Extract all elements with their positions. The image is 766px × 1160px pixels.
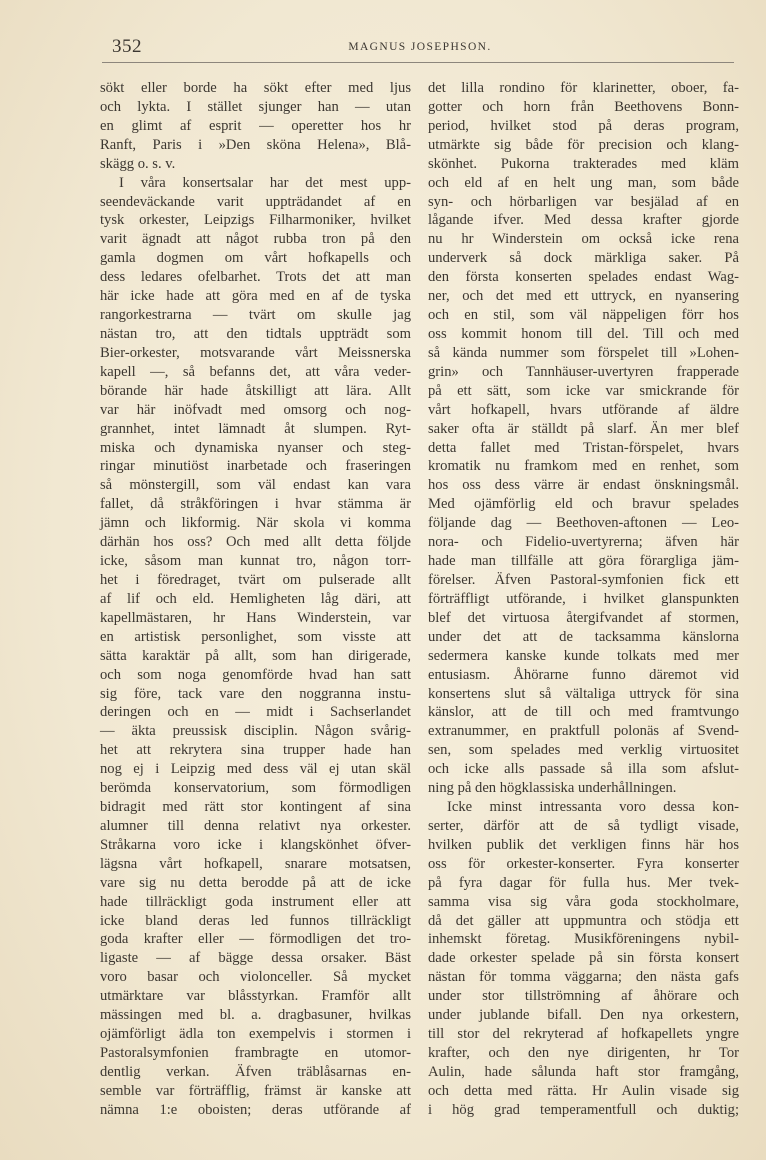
text-line: kapellmästaren, hr Hans Winderstein, var [100,609,411,626]
text-line: börande här hade åtskilligt att lära. Allt [100,382,411,399]
text-line: deringen och en — midt i Sachserlandet [100,704,411,721]
text-line: voro basar och violonceller. Så mycket [100,969,411,986]
text-line: icke bland deras led funnos tillräckligt [100,912,411,929]
text-line: hade man tillfälle att göra förargliga jäm- [428,553,739,570]
header-rule [102,62,734,63]
text-line: alumner till denna relativt nya orkester. [100,817,411,834]
text-line: detta fallet med Tristan-förspelet, hvars [428,439,739,456]
text-line: vårt hofkapell, hvars utförande af äldre [428,401,739,418]
text-line: miska och dynamiska nyanser och steg- [100,439,411,456]
text-line: en glimt af esprit — operetter hos hr [100,117,411,134]
text-line: saker ofta är ställdt på slarf. Än mer blef [428,420,739,437]
text-line: skägg o. s. v. [100,155,176,172]
text-line: under stor tillströmning af åhörare och [428,988,739,1005]
text-line: inhemskt företag. Musikföreningens nybil- [428,931,739,948]
text-line: grin» och Tannhäuser-uvertyren frapperade [428,363,739,380]
left-column [100,79,411,1120]
text-line: nora- och Fidelio-uvertyrerna; äfven här [428,534,739,551]
text-line: serter, därför att de så tydligt visade, [428,817,739,834]
text-line: och eld af en helt ung man, som både [428,174,739,191]
text-line: — äkta preussisk disciplin. Någon svårig- [100,723,411,740]
text-line: förträffligt utförande, i hvilket glanspunkten [428,590,739,607]
text-line: nästan tro, att den tidtals uppträdt som [100,325,411,342]
text-line: och detta med rätta. Hr Aulin visade sig [428,1082,739,1099]
text-line: seendeväckande varit uppträdandet af en [100,193,411,210]
text-line: hade tillräckligt goda instrument eller att [100,893,411,910]
text-line: till stor del rekryterad af hofkapellets yngre [428,1026,739,1043]
text-line: konsertens slut så vältaliga uttryck för sina [428,685,739,702]
text-line: lågande ifver. Med dessa krafter gjorde [428,212,739,229]
text-line: samma visa sig våra goda stockholmare, [428,893,739,910]
text-line: entusiasm. Åhörarne funno däremot vid [428,666,739,683]
text-line: semble var förträfflig, främst är kanske att [100,1082,411,1099]
text-line: en artistisk personlighet, som visste att [100,628,411,645]
text-line: sätta karaktär på allt, som han dirigerade, [100,647,411,664]
text-line: kromatik nu framkom med en renhet, som [428,458,739,475]
text-line: sen, som spelades med verklig virtuositet [428,742,739,759]
text-line: på fyra dagar för fulla hus. Mer tvek- [428,874,739,891]
text-line: utmärkte sig både för precision och klang- [428,136,739,153]
text-line: den första konserten spelades endast Wag- [428,269,739,286]
text-line: ojämförligt ädla ton exempelvis i stormen i [100,1026,411,1043]
text-line: förelser. Äfven Pastoral-symfonien fick ett [428,571,739,588]
text-line: rangorkestrarna — tvärt om skulle jag [100,307,411,324]
text-line: dess ledares ofelbarhet. Trots det att man [100,269,411,286]
text-line: under det att de tacksamma känslorna [428,628,739,645]
text-line: vare sig nu detta berodde på att de icke [100,874,411,891]
text-line: lägsna vårt hofkapell, snarare motsatsen, [100,855,411,872]
text-line: hvilken publik det verkligen finns här hos [428,836,739,853]
text-line: period, hvilket stod på deras program, [428,117,739,134]
text-line: mässingen med bl. a. dragbasuner, hvilkas [100,1007,411,1024]
text-line: icke, såsom man kunnat tro, någon torr- [100,553,411,570]
text-line: blef det virtuosa återgifvandet af stormen, [428,609,739,626]
text-line: sökt eller borde ha sökt efter med ljus [100,80,411,96]
page-number: 352 [112,36,142,57]
text-line: och icke alls passade så illa som afslut- [428,761,739,778]
text-line: ringar minutiöst inarbetade och fraseringen [100,458,411,475]
text-line: det lilla rondino för klarinetter, oboer, fa- [428,80,739,96]
text-line: tysk orkester, Leipzigs Filharmoniker, hvilket [100,212,411,229]
text-line: så mönstergill, som väl endast kan vara [100,477,411,494]
running-title: MAGNUS JOSEPHSON. [348,41,492,53]
text-line: utmärktare var blåsstyrkan. Framför allt [100,988,411,1005]
text-line: då det gäller att uppmuntra och stödja ett [428,912,739,929]
text-line: varit ägnadt att något rubba tron på den [100,231,411,248]
text-line: så kända nummer som förspelet till »Lohen- [428,344,739,361]
text-line: på ett sätt, som icke var smickrande för [428,382,739,399]
text-line: berömda konservatorium, som förmodligen [100,780,411,797]
text-line: dade orkester spelade på sin första konsert [428,950,739,967]
text-line: het i föredraget, tvärt om pulserade allt [100,571,411,588]
text-line: goda krafter eller — förmodligen det tro- [100,931,411,948]
text-line: extranummer, en praktfull polonäs af Svend- [428,723,739,740]
text-line: och en stil, som väl näppeligen förr hos [428,307,739,324]
text-line: Stråkarna voro icke i klangskönhet öfver- [100,836,411,853]
text-line: Bier-orkester, motsvarande vårt Meissnerska [100,344,411,361]
text-line: nu hr Winderstein om också icke rena [428,231,739,248]
text-line: nästan för tomma väggarna; den nästa gafs [428,969,739,986]
text-line: jämn och likformig. När skola vi komma [100,515,411,532]
text-line: sig före, tack vare den noggranna instu- [100,685,411,702]
text-line: Aulin, hade sålunda haft stor framgång, [428,1063,739,1080]
text-line: dentlig verkan. Äfven träblåsarnas en- [100,1063,411,1080]
text-line: var här inöfvadt med omsorg och nog- [100,401,411,418]
text-line: hos oss dess värre är endast önskningsmål. [428,477,739,494]
text-line: och som noga genomförde hvad han satt [100,666,411,683]
text-line: känslor, att de till och med framtvungo [428,704,739,721]
text-line: het att rekrytera sina trupper hade han [100,742,411,759]
text-line: sedermera kanske kunde tolkats med mer [428,647,739,664]
text-line: krafter, och den nye dirigenten, hr Tor [428,1045,739,1062]
text-line: ning på den högklassiska underhållningen. [428,780,677,797]
text-line: och lykta. I stället sjunger han — utan [100,98,411,115]
text-line: gotter och horn från Beethovens Bonn- [428,98,739,115]
text-line: ligaste — af bägge dessa orsaker. Bäst [100,950,411,967]
text-line: därhän hos oss? Och med allt detta följde [100,534,411,551]
text-line: här icke hade att göra med en af de tyska [100,288,411,305]
text-line: oss kommit honom till del. Till och med [428,325,739,342]
text-line: oss för orkester-konserter. Fyra konserter [428,855,739,872]
text-line: i hög grad temperamentfull och duktig; [428,1101,739,1118]
right-column [428,79,739,1120]
text-line: skönhet. Pukorna trakterades med kläm [428,155,739,172]
text-line: Icke minst intressanta voro dessa kon- [447,799,739,816]
text-line: grannhet, intet lämnadt åt slumpen. Ryt- [100,420,411,437]
text-line: Pastoralsymfonien frambragte en utomor- [100,1045,411,1062]
text-line: gamla dogmen om vårt hofkapells och [100,250,411,267]
text-line: Med ojämförlig eld och bravur spelades [428,496,739,513]
text-line: ner, och det med ett uttryck, en nyansering [428,288,739,305]
text-line: I våra konsertsalar har det mest upp- [119,174,411,191]
text-line: syn- och hörbarligen var besjälad af en [428,193,739,210]
text-line: underverk så dock märkliga saker. På [428,250,739,267]
text-line: nämna 1:e oboisten; deras utförande af [100,1101,411,1118]
text-line: Ranft, Paris i »Den sköna Helena», Blå- [100,136,411,153]
text-line: fallet, då stråkföringen i hvar stämma är [100,496,411,513]
text-line: följande dag — Beethoven-aftonen — Leo- [428,515,739,532]
text-line: kapell —, så befanns det, att våra veder- [100,363,411,380]
text-line: bidragit med rätt stor kontingent af sina [100,799,411,816]
text-line: nog ej i Leipzig med dess väl ej utan skäl [100,761,411,778]
text-line: af lif och eld. Hemligheten låg däri, att [100,590,411,607]
text-line: under jublande bifall. Den nya orkestern, [428,1007,739,1024]
